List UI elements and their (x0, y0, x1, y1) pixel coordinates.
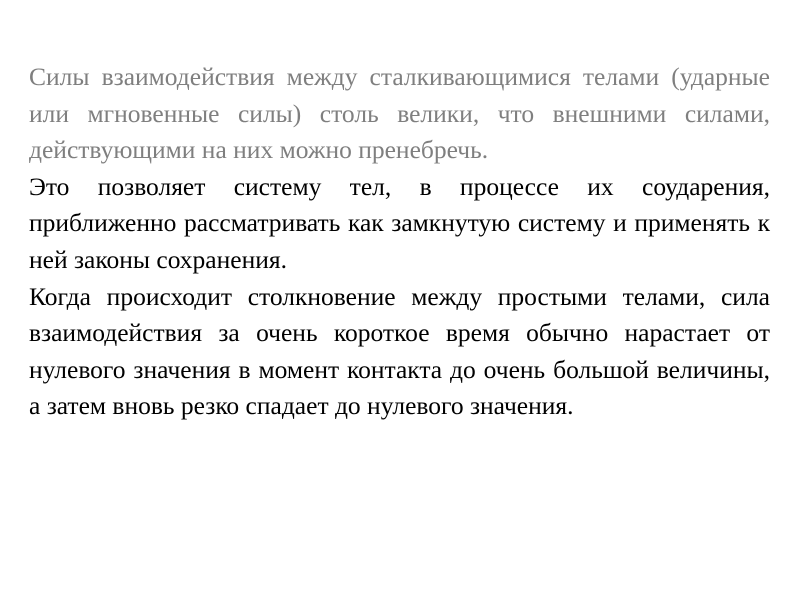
slide-text-body (29, 59, 770, 425)
paragraph-impact-forces: Силы взаимодействия между сталкивающимися телами (ударные или мгновенные силы) столь велики, что внешними силами, действующими на них можно пренебречь. (29, 62, 770, 165)
paragraph-collision-process: Когда происходит столкновение между простыми телами, сила взаимодействия за очень короткое время обычно нарастает от нулевого значения в момент контакта до очень большой величины, а затем вновь резко спадает до нулевого значения. (29, 281, 770, 421)
paragraph-closed-system: Это позволяет систему тел, в процессе их соударения, приближенно рассматривать как замкнутую систему и применять к ней законы сохранения. (29, 171, 770, 274)
